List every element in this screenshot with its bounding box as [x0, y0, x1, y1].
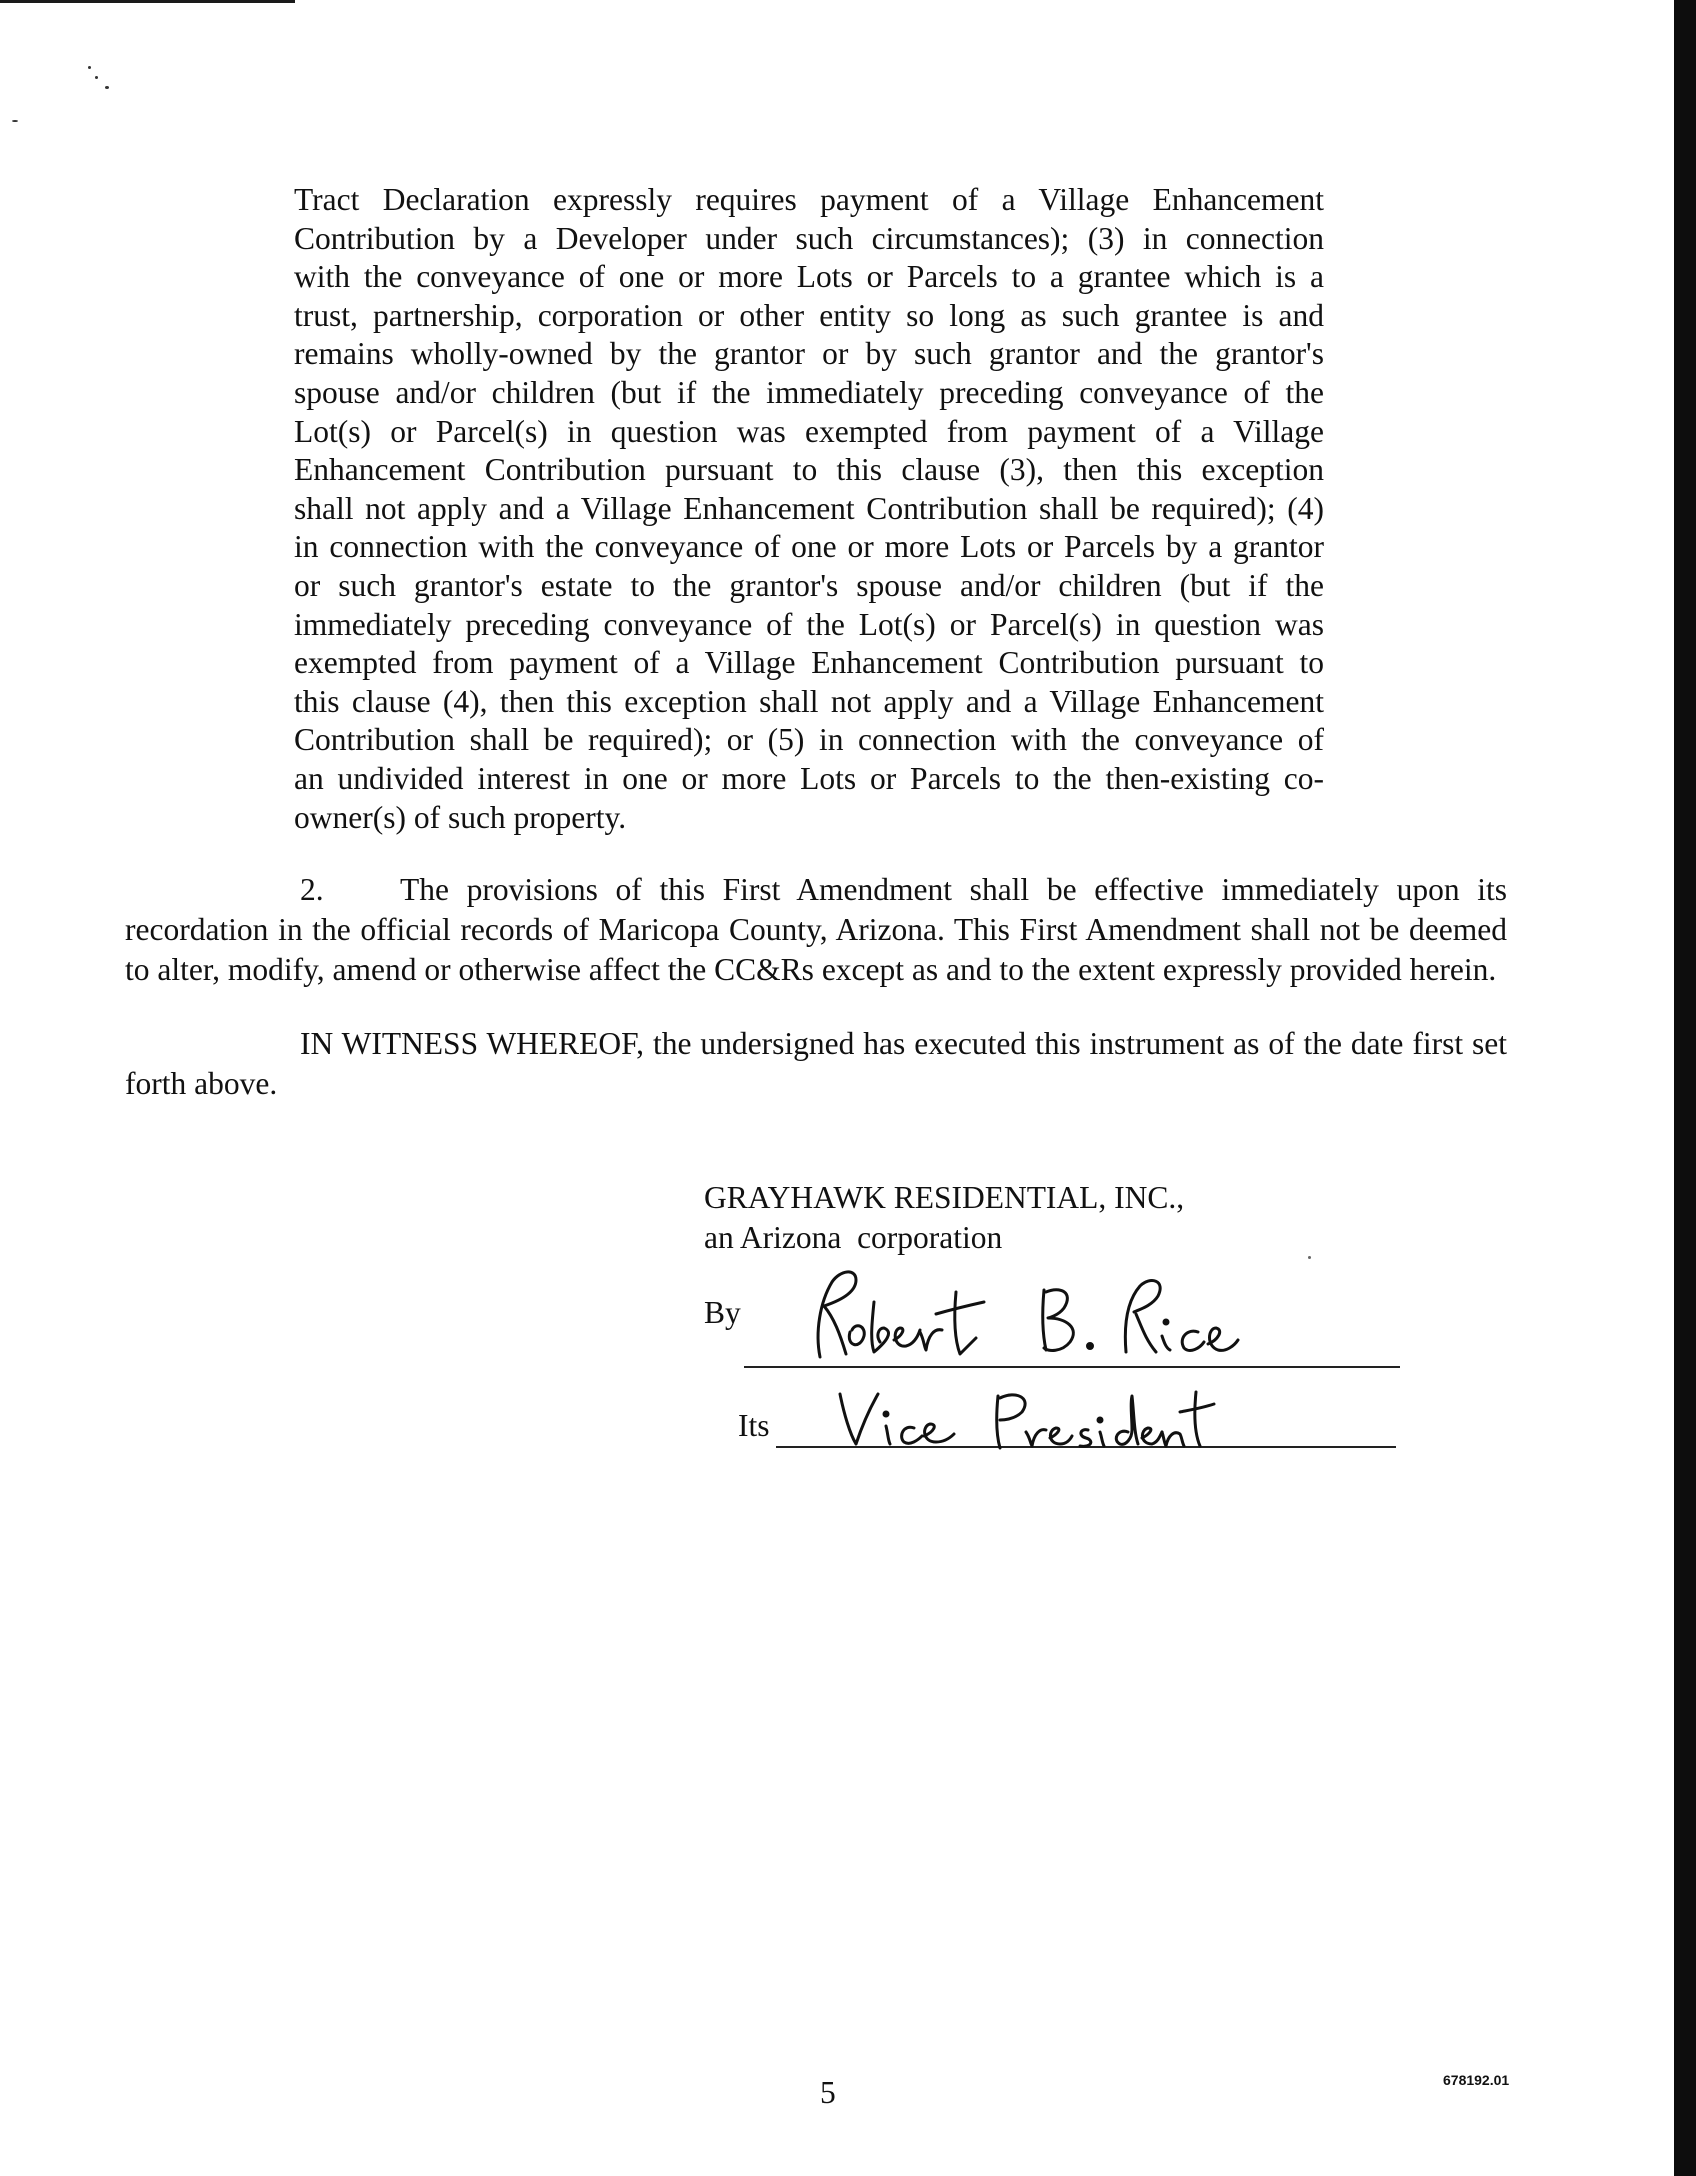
section-2-number: 2.	[300, 872, 324, 907]
signature-company-block	[704, 1178, 1184, 1258]
its-label: Its	[738, 1408, 770, 1443]
section-2-paragraph	[125, 870, 1507, 990]
clause-line: Contribution by a Developer under such circumstances); (3) in connection	[294, 220, 1324, 256]
scan-speck	[12, 120, 18, 122]
clause-line: owner(s) of such property.	[294, 799, 627, 835]
clause-line: spouse and/or children (but if the immediately preceding conveyance of the	[294, 374, 1324, 410]
page-number: 5	[820, 2075, 836, 2110]
scan-speck	[105, 86, 109, 89]
by-signature-row	[704, 1295, 741, 1331]
clause-line: Tract Declaration expressly requires payment of a Village Enhancement	[294, 182, 1324, 217]
handwritten-title	[826, 1384, 1216, 1454]
clause-line: in connection with the conveyance of one or more Lots or Parcels by a grantor	[294, 529, 1324, 565]
clause-line: an undivided interest in one or more Lots or Parcels to the then-existing co-	[294, 760, 1324, 796]
scan-speck	[1308, 1256, 1311, 1259]
signer-signature	[790, 1262, 1260, 1372]
clause-line: trust, partnership, corporation or other entity so long as such grantee is and	[294, 297, 1324, 333]
clause-line: or such grantor's estate to the grantor's spouse and/or children (but if the	[294, 567, 1324, 603]
document-id: 678192.01	[1443, 2072, 1510, 2088]
clause-line: remains wholly-owned by the grantor or by such grantor and the grantor's	[294, 336, 1324, 372]
its-title-row	[738, 1408, 770, 1444]
clause-line: this clause (4), then this exception shall not apply and a Village Enhancement	[294, 683, 1324, 719]
scan-edge-right	[1674, 0, 1696, 2176]
continued-clause	[294, 181, 1324, 837]
witness-clause: IN WITNESS WHEREOF, the undersigned has executed this instrument as of the date first set forth above.	[125, 1026, 1507, 1101]
clause-line: Lot(s) or Parcel(s) in question was exempted from payment of a Village	[294, 413, 1324, 449]
company-entity-type: an Arizona corporation	[704, 1220, 1003, 1255]
clause-line: shall not apply and a Village Enhancement Contribution shall be required); (4)	[294, 490, 1324, 526]
clause-line: exempted from payment of a Village Enhancement Contribution pursuant to	[294, 645, 1324, 681]
scan-edge-top	[0, 0, 295, 3]
section-2-text: The provisions of this First Amendment shall be effective immediately upon its recordation in the official records of Maricopa County, Arizona. This First Amendment shall not be deemed to alter, modify, amend or otherwise affect the CC&Rs except as and to the extent expressly provided herein.	[125, 872, 1507, 987]
clause-line: Contribution shall be required); or (5) in connection with the conveyance of	[294, 722, 1324, 758]
clause-line: immediately preceding conveyance of the Lot(s) or Parcel(s) in question was	[294, 606, 1324, 642]
by-label: By	[704, 1295, 741, 1330]
clause-line: Enhancement Contribution pursuant to this clause (3), then this exception	[294, 452, 1324, 488]
company-name: GRAYHAWK RESIDENTIAL, INC.,	[704, 1180, 1185, 1215]
scan-speck	[88, 66, 91, 69]
scan-speck	[95, 76, 98, 79]
clause-line: with the conveyance of one or more Lots or Parcels to a grantee which is a	[294, 259, 1324, 295]
